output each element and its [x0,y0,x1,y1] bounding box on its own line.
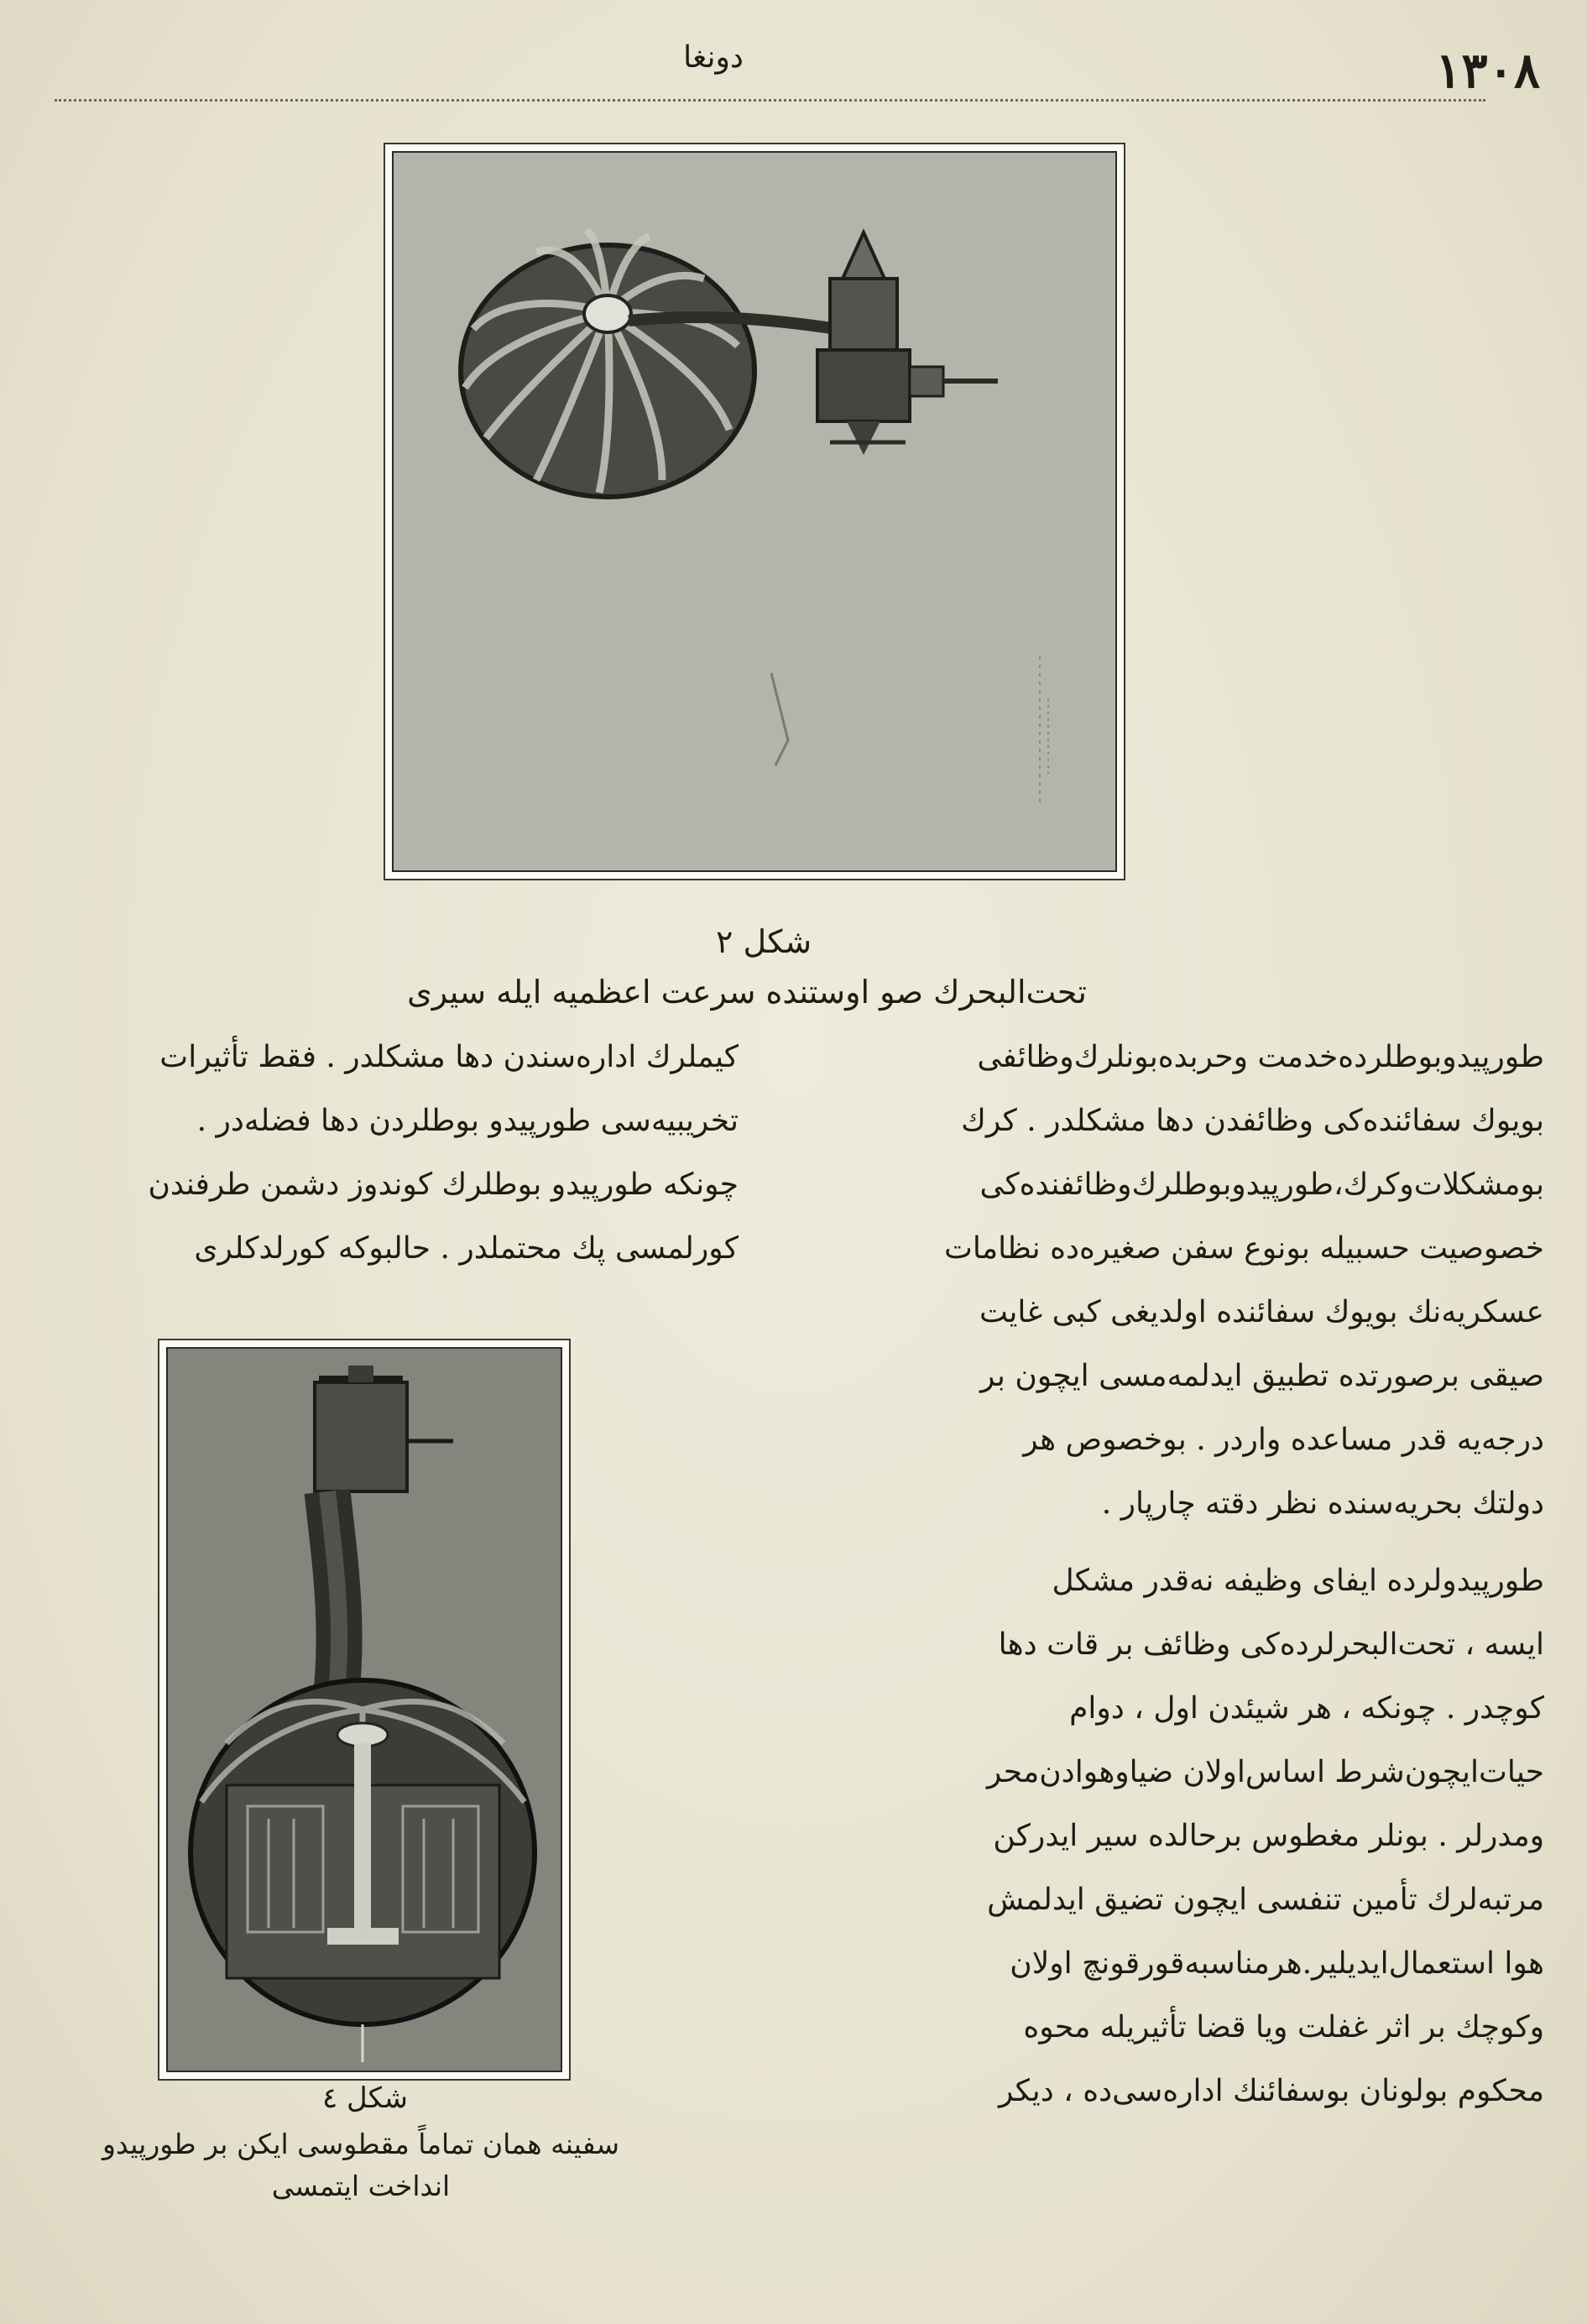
body-line: طورپيدوبوطلرده‌خدمت وحربده‌بونلرك‌وظائفى [977,1040,1544,1074]
body-line: چونكه طورپيدو بوطلرك كوندوز دشمن طرفندن [148,1167,739,1202]
submarine-surface-illustration [394,153,1115,870]
running-title: دونغا [683,40,744,75]
body-line: ومدرلر . بونلر مغطوس برحالده سير ايدركن [993,1819,1544,1853]
figure-2-illustration [392,151,1117,872]
body-line: محكوم بولونان بوسفائنك اداره‌سى‌ده ، ديكر [998,2074,1544,2108]
body-line: درجه‌يه قدر مساعده واردر . بوخصوص هر [1023,1423,1544,1457]
body-line: صيقى برصورتده تطبيق ايدلمه‌مسى ايچون بر [980,1359,1544,1393]
figure-4-caption-line: انداخت ايتمسى [271,2170,451,2202]
right-column-text [785,1026,1544,2123]
header-divider [55,99,1485,102]
figure-4-caption-line: سفينه همان تماماً مقطوسى ايكن بر طورپيدو [102,2128,620,2160]
body-line: ايسه ، تحت‌البحرلرده‌كى وظائف بر قات دها [998,1627,1544,1662]
body-line: وكوچك بر اثر غفلت ويا قضا تأثيريله محوه [1023,2010,1544,2045]
body-line: طورپيدولرده ايفاى وظيفه نه‌قدر مشكل [1052,1564,1544,1598]
body-line: عسكريه‌نك بويوك سفائنده اولديغى كبى غايت [979,1295,1544,1329]
body-line: مرتبه‌لرك تأمين تنفسى ايچون تضيق ايدلمش [987,1883,1544,1917]
body-line: خصوصيت حسبيله بونوع سفن صغيره‌ده نظامات [944,1231,1544,1266]
paragraph-break [785,1536,1544,1549]
figure-2-caption: تحت‌البحرك صو اوستنده سرعت اعظميه ايله سيرى [407,974,1087,1011]
body-line: كوچدر . چونكه ، هر شيئدن اول ، دوام [1069,1691,1544,1726]
body-line: بويوك سفائنده‌كى وظائفدن دها مشكلدر . كرك [961,1104,1544,1138]
figure-4-caption [84,2123,638,2207]
body-line: كيملرك اداره‌سندن دها مشكلدر . فقط تأثيرات [159,1040,739,1074]
submarine-section-illustration [168,1349,561,2071]
page-header [0,0,1587,109]
body-line: بومشكلات‌وكرك،طورپيدوبوطلرك‌وظائفنده‌كى [979,1167,1544,1202]
figure-4-illustration [166,1347,562,2072]
body-line: دولتك بحريه‌سنده نظر دقته چارپار . [1101,1486,1544,1521]
body-line: تخريبيه‌سى طورپيدو بوطلردن دها فضله‌در . [196,1104,739,1138]
figure-4-label: شكل ٤ [321,2081,409,2115]
figure-2-label: شكل ٢ [715,923,812,960]
left-column-text [67,1026,739,1281]
page-number: ١٣٠٨ [1435,42,1540,99]
body-line: حيات‌ايچون‌شرط اساس‌اولان ضياوهوادن‌محر [986,1755,1544,1789]
body-line: هوا استعمال‌ايديلير.هرمناسبه‌قورقونچ اولان [1010,1946,1544,1981]
body-line: كورلمسى پك محتملدر . حالبوكه كورلدكلرى [194,1231,739,1266]
